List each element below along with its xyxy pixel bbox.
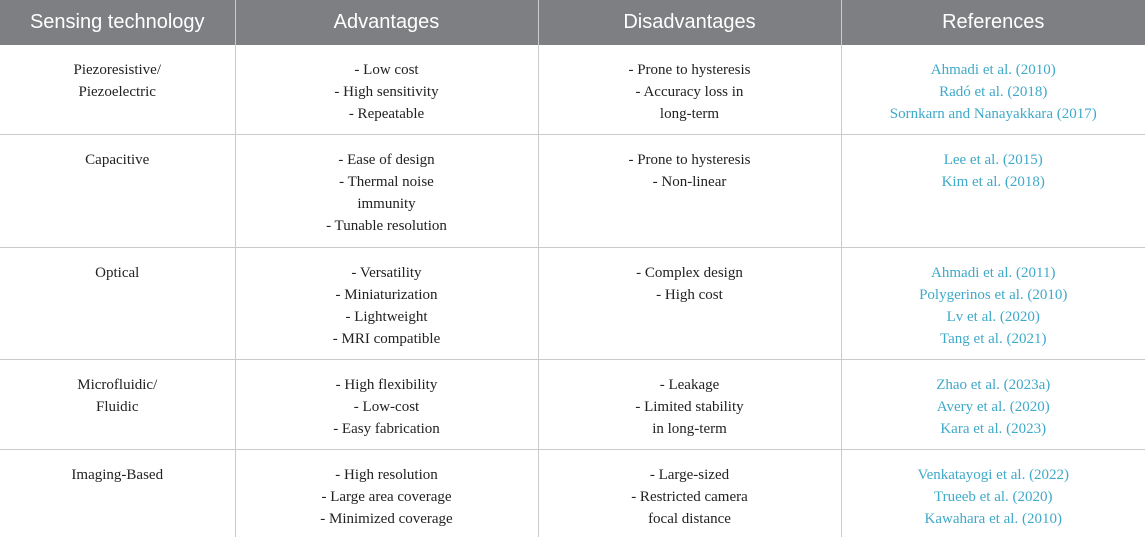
cell-line: Optical [95, 265, 140, 281]
reference-link[interactable]: Venkatayogi et al. (2022) [917, 467, 1070, 483]
cell-references [841, 135, 1145, 248]
cell-line: - Leakage [659, 377, 720, 393]
cell-line: - Large-sized [649, 467, 730, 483]
table-row [0, 450, 1145, 538]
reference-link[interactable]: Trueeb et al. (2020) [933, 489, 1053, 505]
cell-advantages [235, 248, 538, 360]
cell-references [841, 45, 1145, 135]
cell-advantages [235, 360, 538, 450]
cell-disadvantages [538, 248, 841, 360]
reference-link[interactable]: Avery et al. (2020) [936, 399, 1050, 415]
table-row [0, 360, 1145, 450]
cell-line: - Prone to hysteresis [628, 152, 751, 168]
cell-technology [0, 360, 235, 450]
header-sensing-technology: Sensing technology [0, 0, 235, 45]
reference-link[interactable]: Kawahara et al. (2010) [924, 511, 1062, 527]
cell-line: - Tunable resolution [326, 218, 447, 234]
cell-line: - Restricted camera [631, 489, 748, 505]
reference-link[interactable]: Sornkarn and Nanayakkara (2017) [889, 106, 1097, 122]
cell-references [841, 360, 1145, 450]
cell-line: in long-term [652, 421, 727, 437]
cell-line: Piezoelectric [78, 84, 156, 100]
cell-line: Piezoresistive/ [73, 62, 161, 78]
table-row [0, 135, 1145, 248]
cell-disadvantages [538, 135, 841, 248]
cell-line: - Repeatable [348, 106, 425, 122]
cell-advantages [235, 450, 538, 538]
cell-line: immunity [357, 196, 416, 212]
cell-disadvantages [538, 360, 841, 450]
cell-line: focal distance [648, 511, 731, 527]
cell-line: - Prone to hysteresis [628, 62, 751, 78]
header-references: References [841, 0, 1145, 45]
cell-line: - MRI compatible [332, 331, 441, 347]
reference-link[interactable]: Zhao et al. (2023a) [936, 377, 1051, 393]
table-row [0, 248, 1145, 360]
cell-line: - Lightweight [345, 309, 428, 325]
cell-line: Microfluidic/ [77, 377, 158, 393]
reference-link[interactable]: Lv et al. (2020) [946, 309, 1040, 325]
cell-line: - Large area coverage [321, 489, 452, 505]
reference-link[interactable]: Ahmadi et al. (2011) [931, 265, 1056, 281]
cell-disadvantages [538, 450, 841, 538]
cell-line: - Minimized coverage [320, 511, 453, 527]
cell-line: long-term [659, 106, 720, 122]
cell-disadvantages [538, 45, 841, 135]
cell-line: - High resolution [335, 467, 438, 483]
cell-line: Imaging-Based [71, 467, 164, 483]
cell-line: - Low-cost [353, 399, 420, 415]
cell-line: - Easy fabrication [333, 421, 440, 437]
cell-line: Capacitive [85, 152, 150, 168]
header-advantages: Advantages [235, 0, 538, 45]
cell-line: - High cost [656, 287, 723, 303]
reference-link[interactable]: Lee et al. (2015) [943, 152, 1043, 168]
cell-line: - Accuracy loss in [635, 84, 744, 100]
cell-line: - Non-linear [652, 174, 727, 190]
reference-link[interactable]: Kara et al. (2023) [940, 421, 1047, 437]
cell-line: - Ease of design [338, 152, 435, 168]
cell-line: - Limited stability [635, 399, 744, 415]
cell-references [841, 450, 1145, 538]
reference-link[interactable]: Ahmadi et al. (2010) [930, 62, 1056, 78]
reference-link[interactable]: Radó et al. (2018) [939, 84, 1048, 100]
cell-line: - Miniaturization [335, 287, 438, 303]
cell-line: - Low cost [354, 62, 419, 78]
cell-technology [0, 248, 235, 360]
cell-technology [0, 45, 235, 135]
reference-link[interactable]: Kim et al. (2018) [941, 174, 1045, 190]
cell-line: Fluidic [95, 399, 139, 415]
cell-line: - High flexibility [335, 377, 438, 393]
cell-technology [0, 135, 235, 248]
header-disadvantages: Disadvantages [538, 0, 841, 45]
reference-link[interactable]: Polygerinos et al. (2010) [919, 287, 1068, 303]
cell-line: - Complex design [636, 265, 743, 281]
cell-advantages [235, 135, 538, 248]
cell-references [841, 248, 1145, 360]
table-row [0, 45, 1145, 135]
cell-line: - High sensitivity [334, 84, 439, 100]
cell-technology [0, 450, 235, 538]
reference-link[interactable]: Tang et al. (2021) [940, 331, 1047, 347]
header-row [0, 0, 1145, 45]
cell-line: - Thermal noise [339, 174, 434, 190]
cell-line: - Versatility [351, 265, 422, 281]
cell-advantages [235, 45, 538, 135]
